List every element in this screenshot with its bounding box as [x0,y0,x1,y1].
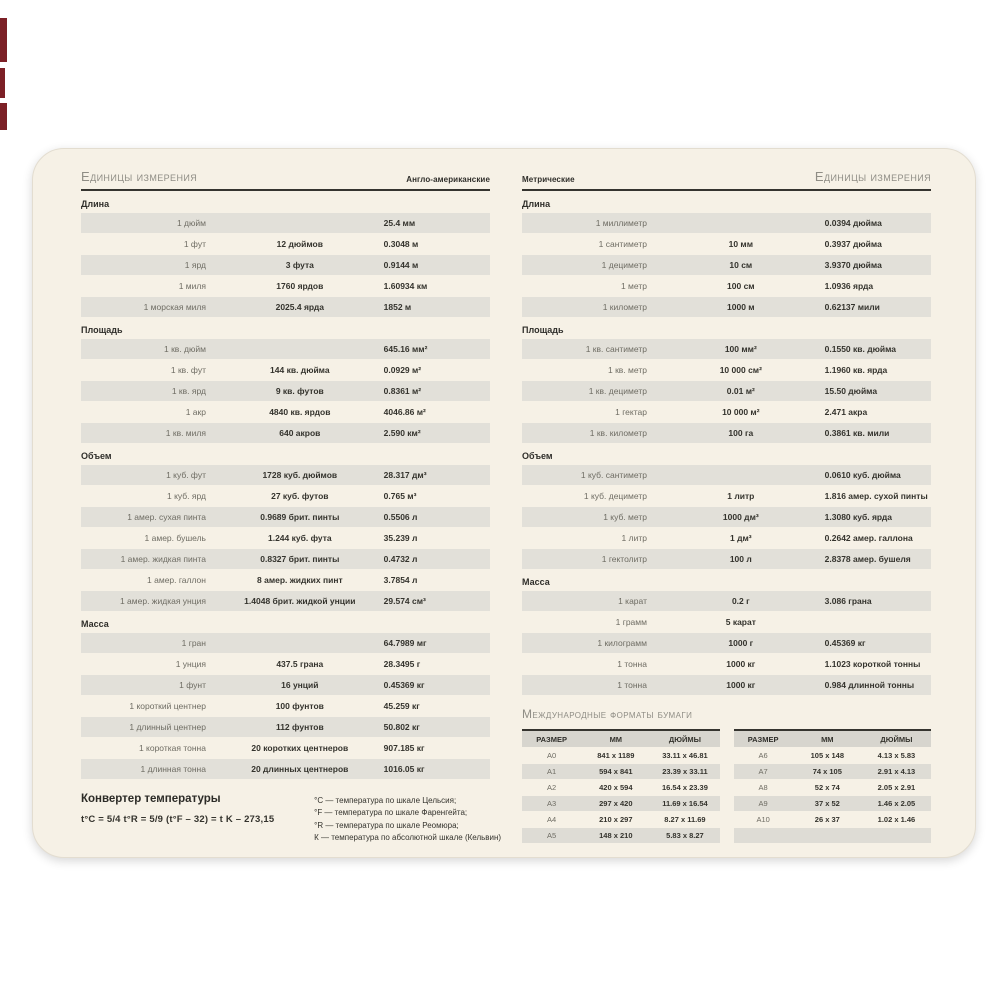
unit-row [522,486,931,506]
unit-value: 1.60934 км [383,281,428,291]
unit-name: 1 куб. сантиметр [580,470,647,480]
unit-name: 1 гектар [615,407,647,417]
paper-size-row [522,812,720,827]
paper-size-row [734,748,932,763]
section-title: Площадь [81,325,123,335]
left-page-subtitle: Англо-американские [406,175,490,184]
notebook-page-spread [32,148,976,858]
unit-row [81,213,490,233]
unit-name: 1 карат [618,596,647,606]
paper-table-header-row [734,731,932,747]
unit-equivalent: 0.8327 брит. пинты [260,554,340,564]
unit-name: 1 гран [181,638,206,648]
unit-equivalent: 10 см [729,260,753,270]
unit-name: 1 тонна [617,680,647,690]
unit-equivalent: 10 000 м² [722,407,760,417]
paper-size-row [734,764,932,779]
unit-equivalent: 16 унций [281,680,319,690]
paper-size-name: А0 [547,751,557,760]
unit-value: 2.471 акра [824,407,868,417]
unit-row [81,486,490,506]
unit-name: 1 амер. сухая пинта [127,512,206,522]
unit-name: 1 кв. сантиметр [585,344,647,354]
unit-value: 1852 м [383,302,412,312]
unit-equivalent: 0.2 г [731,596,750,606]
unit-equivalent: 1 литр [727,491,755,501]
unit-name: 1 куб. ярд [167,491,206,501]
unit-row [81,297,490,317]
unit-name: 1 морская миля [143,302,206,312]
paper-size-name: А4 [547,815,557,824]
unit-equivalent: 0.9689 брит. пинты [260,512,340,522]
section-title: Масса [81,619,109,629]
paper-size-mm: 26 х 37 [814,815,840,824]
unit-equivalent: 1.244 куб. фута [267,533,332,543]
unit-row [81,255,490,275]
unit-equivalent: 1000 дм³ [722,512,759,522]
unit-row [81,423,490,443]
unit-value: 28.317 дм³ [383,470,427,480]
unit-row [522,255,931,275]
paper-format-table [734,729,932,844]
paper-column-header: ДЮЙМЫ [668,734,701,744]
unit-name: 1 дециметр [601,260,647,270]
paper-size-mm: 594 х 841 [599,767,633,776]
unit-row [522,402,931,422]
paper-size-name: А5 [547,831,557,840]
unit-equivalent: 8 амер. жидких пинт [257,575,343,585]
unit-equivalent: 12 дюймов [276,239,323,249]
unit-equivalent: 100 л [729,554,752,564]
paper-size-mm: 74 х 105 [812,767,842,776]
unit-name: 1 короткий центнер [129,701,206,711]
unit-row [81,402,490,422]
unit-value: 0.45369 кг [383,680,425,690]
unit-value: 645.16 мм² [383,344,428,354]
unit-value: 3.9370 дюйма [824,260,882,270]
temperature-converter-title: Конвертер температуры [81,793,221,805]
unit-name: 1 кв. километр [589,428,647,438]
paper-size-name: А9 [758,799,768,808]
paper-size-mm: 37 х 52 [814,799,840,808]
paper-table-header-row [522,731,720,747]
temperature-scale-note: °F — температура по шкале Фаренгейта; [314,808,468,818]
unit-row [81,507,490,527]
unit-row [522,654,931,674]
paper-size-name: А1 [547,767,557,776]
unit-row [522,612,931,632]
paper-column-header: ММ [609,734,623,744]
unit-row [522,549,931,569]
unit-value: 0.0394 дюйма [824,218,882,228]
unit-value: 0.3048 м [383,239,419,249]
paper-size-row [522,828,720,843]
left-unit-sections [81,199,490,779]
unit-equivalent: 437.5 грана [276,659,324,669]
paper-size-row [522,748,720,763]
unit-equivalent: 1000 м [727,302,755,312]
unit-equivalent: 1000 г [728,638,754,648]
paper-size-mm: 210 х 297 [599,815,633,824]
unit-value: 1.3080 куб. ярда [824,512,893,522]
unit-name: 1 длинная тонна [140,764,206,774]
paper-size-name: А8 [758,783,768,792]
unit-row [522,213,931,233]
unit-name: 1 амер. жидкая унция [119,596,206,606]
unit-name: 1 дюйм [176,218,206,228]
unit-equivalent: 100 га [728,428,754,438]
unit-name: 1 акр [185,407,206,417]
unit-name: 1 куб. фут [166,470,206,480]
paper-size-inches: 2.91 х 4.13 [877,767,916,776]
unit-row [81,528,490,548]
unit-row [81,633,490,653]
unit-name: 1 амер. жидкая пинта [120,554,206,564]
unit-name: 1 сантиметр [598,239,647,249]
unit-value: 1.1960 кв. ярда [824,365,888,375]
paper-size-mm: 841 х 1189 [597,751,635,760]
unit-name: 1 литр [621,533,647,543]
unit-equivalent: 100 фунтов [275,701,324,711]
unit-row [522,360,931,380]
unit-equivalent: 5 карат [725,617,756,627]
unit-equivalent: 4840 кв. ярдов [269,407,331,417]
paper-column-header: ДЮЙМЫ [880,734,913,744]
paper-size-name: А10 [756,815,770,824]
paper-size-name: А6 [758,751,768,760]
unit-value: 1.1023 короткой тонны [824,659,921,669]
unit-value: 64.7989 мг [383,638,427,648]
unit-value: 3.086 грана [824,596,872,606]
unit-value: 0.0929 м² [383,365,422,375]
section-title: Масса [522,577,550,587]
paper-size-row [734,780,932,795]
unit-equivalent: 2025.4 ярда [275,302,325,312]
unit-value: 907.185 кг [383,743,425,753]
unit-value: 2.8378 амер. бушеля [824,554,911,564]
paper-size-row [522,780,720,795]
unit-value: 45.259 кг [383,701,420,711]
unit-row [81,591,490,611]
unit-equivalent: 144 кв. дюйма [270,365,330,375]
temperature-scale-note: К — температура по абсолютной шкале (Кельвин) [314,833,502,843]
unit-value: 35.239 л [383,533,418,543]
red-edge-mark [0,103,7,130]
temperature-scale-notes [314,793,502,845]
unit-row [81,759,490,779]
temperature-scale-note: °C — температура по шкале Цельсия; [314,796,457,805]
unit-name: 1 кв. миля [165,428,206,438]
right-page-column [522,169,931,857]
paper-column-header: ММ [821,734,834,744]
unit-name: 1 амер. бушель [144,533,206,543]
unit-value: 1.816 амер. сухой пинты [824,491,928,501]
paper-size-row [734,812,932,827]
unit-equivalent: 27 куб. футов [271,491,329,501]
unit-value: 0.9144 м [383,260,419,270]
unit-name: 1 кв. дециметр [588,386,647,396]
left-page-header [81,169,490,191]
unit-name: 1 килограмм [597,638,647,648]
unit-equivalent: 20 коротких центнеров [251,743,349,753]
paper-size-inches: 33.11 х 46.81 [662,751,708,760]
unit-row [522,381,931,401]
unit-row [81,465,490,485]
unit-value: 0.3861 кв. мили [824,428,890,438]
unit-row [522,591,931,611]
paper-size-inches: 1.02 х 1.46 [877,815,916,824]
unit-row [522,675,931,695]
section-title: Площадь [522,325,564,335]
unit-name: 1 куб. метр [603,512,647,522]
unit-row [81,549,490,569]
temperature-converter [81,793,502,845]
unit-value: 2.590 км² [383,428,421,438]
unit-name: 1 кв. ярд [171,386,206,396]
unit-name: 1 миля [178,281,206,291]
red-edge-mark [0,68,5,98]
paper-size-mm: 297 х 420 [599,799,633,808]
right-page-header [522,169,931,191]
unit-equivalent: 9 кв. футов [275,386,324,396]
paper-size-name: А3 [547,799,557,808]
paper-size-inches: 4.13 х 5.83 [877,751,916,760]
paper-column-header: РАЗМЕР [536,734,567,744]
unit-value: 0.3937 дюйма [824,239,882,249]
red-edge-mark [0,18,7,62]
unit-equivalent: 10 000 см² [719,365,762,375]
paper-size-inches: 11.69 х 16.54 [662,799,708,808]
unit-value: 0.2642 амер. галлона [824,533,913,543]
unit-row [522,276,931,296]
temperature-formula: t°C = 5/4 t°R = 5/9 (t°F – 32) = t K – 273,15 [81,814,275,825]
unit-row [522,507,931,527]
unit-name: 1 унция [175,659,206,669]
paper-size-mm: 52 х 74 [814,783,840,792]
unit-name: 1 амер. галлон [147,575,206,585]
unit-equivalent: 1760 ярдов [276,281,324,291]
unit-value: 0.8361 м² [383,386,422,396]
right-page-subtitle: Метрические [522,175,575,184]
unit-name: 1 метр [620,281,647,291]
left-page-column [81,169,502,857]
paper-size-row [734,796,932,811]
unit-name: 1 кв. метр [608,365,647,375]
unit-equivalent: 20 длинных центнеров [251,764,349,774]
unit-row [522,528,931,548]
unit-value: 0.62137 мили [824,302,880,312]
unit-value: 25.4 мм [383,218,416,228]
unit-equivalent: 0.01 м² [726,386,755,396]
left-page-title: Единицы измерения [81,169,198,184]
unit-row [81,234,490,254]
paper-size-row [522,764,720,779]
unit-equivalent: 1.4048 брит. жидкой унции [244,596,356,606]
paper-format-table [522,729,720,844]
unit-value: 0.984 длинной тонны [824,680,915,690]
right-page-title: Единицы измерения [814,169,931,184]
section-title: Объем [522,451,553,461]
unit-name: 1 кв. фут [170,365,206,375]
unit-row [522,339,931,359]
section-title: Длина [522,199,551,209]
paper-formats-title: Международные форматы бумаги [522,707,693,721]
unit-row [522,234,931,254]
unit-name: 1 миллиметр [595,218,647,228]
unit-equivalent: 100 мм² [724,344,757,354]
paper-size-inches: 1.46 х 2.05 [877,799,916,808]
unit-value: 15.50 дюйма [824,386,878,396]
unit-equivalent: 100 см [727,281,755,291]
unit-equivalent: 112 фунтов [275,722,324,732]
unit-value: 29.574 см³ [383,596,426,606]
unit-name: 1 тонна [617,659,647,669]
paper-column-header: РАЗМЕР [747,734,779,744]
unit-value: 3.7854 л [383,575,418,585]
unit-name: 1 короткая тонна [138,743,206,753]
unit-row [81,339,490,359]
unit-equivalent: 1728 куб. дюймов [262,470,338,480]
unit-name: 1 фунт [179,680,206,690]
temperature-scale-note: °R — температура по шкале Реомюра; [314,820,459,830]
unit-name: 1 ярд [184,260,206,270]
unit-row [522,423,931,443]
unit-name: 1 гектолитр [601,554,647,564]
unit-row [81,360,490,380]
unit-name: 1 грамм [615,617,647,627]
unit-equivalent: 10 мм [728,239,754,249]
unit-equivalent: 1000 кг [726,659,756,669]
unit-name: 1 кв. дюйм [163,344,206,354]
unit-row [522,297,931,317]
unit-equivalent: 1000 кг [726,680,756,690]
right-unit-sections [522,199,931,695]
paper-size-mm: 148 х 210 [599,831,633,840]
unit-value: 0.1550 кв. дюйма [824,344,897,354]
unit-row [81,276,490,296]
unit-row [81,654,490,674]
paper-size-inches: 16.54 х 23.39 [661,783,708,792]
unit-row [81,717,490,737]
unit-row [81,696,490,716]
unit-value: 0.765 м³ [383,491,417,501]
unit-value: 0.45369 кг [824,638,866,648]
unit-value: 0.0610 куб. дюйма [824,470,901,480]
paper-size-mm: 420 х 594 [599,783,633,792]
unit-equivalent: 1 дм³ [730,533,752,543]
unit-name: 1 куб. дециметр [583,491,647,501]
unit-row [81,738,490,758]
paper-size-mm: 105 х 148 [810,751,844,760]
unit-name: 1 фут [183,239,206,249]
unit-name: 1 длинный центнер [129,722,206,732]
temperature-converter-left [81,793,314,845]
paper-formats-tables [522,729,931,844]
paper-size-row [734,828,932,843]
section-title: Объем [81,451,112,461]
paper-size-inches: 23.39 х 33.11 [662,767,708,776]
unit-equivalent: 3 фута [285,260,314,270]
paper-size-inches: 5.83 х 8.27 [666,831,704,840]
paper-size-inches: 8.27 х 11.69 [664,815,706,824]
paper-size-inches: 2.05 х 2.91 [877,783,916,792]
unit-value: 28.3495 г [383,659,421,669]
unit-equivalent: 640 акров [279,428,321,438]
unit-value: 1016.05 кг [383,764,425,774]
paper-size-name: А7 [758,767,768,776]
unit-value: 0.5506 л [383,512,418,522]
unit-value: 0.4732 л [383,554,418,564]
unit-value: 4046.86 м² [383,407,426,417]
unit-value: 1.0936 ярда [824,281,874,291]
unit-row [81,570,490,590]
unit-row [522,465,931,485]
unit-value: 50.802 кг [383,722,420,732]
section-title: Длина [81,199,110,209]
unit-row [81,675,490,695]
paper-size-name: А2 [547,783,557,792]
unit-row [522,633,931,653]
unit-name: 1 километр [602,302,647,312]
paper-size-row [522,796,720,811]
unit-row [81,381,490,401]
